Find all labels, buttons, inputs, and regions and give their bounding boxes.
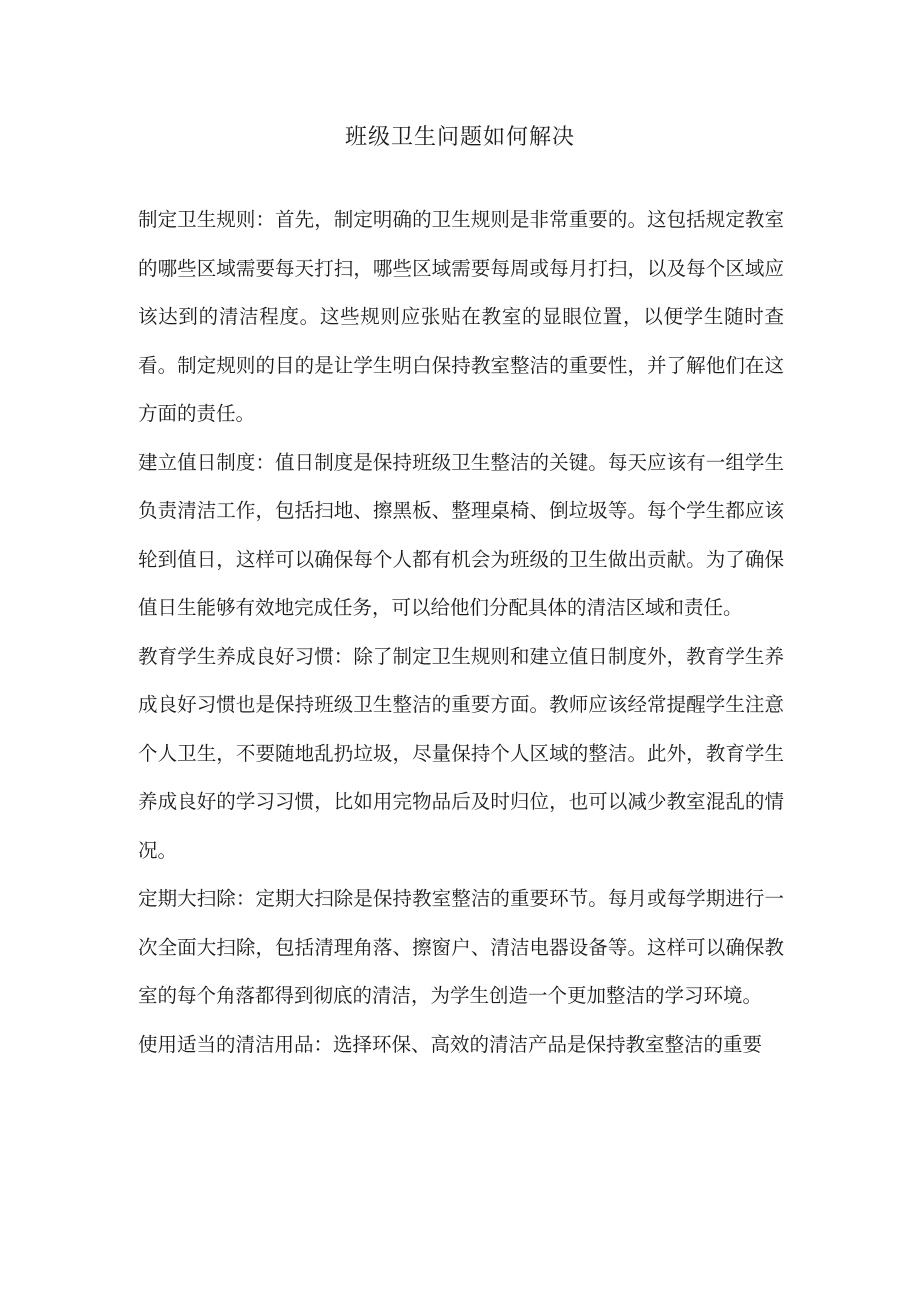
paragraph-deep-cleaning: 定期大扫除：定期大扫除是保持教室整洁的重要环节。每月或每学期进行一次全面大扫除，包括清理角落、擦窗户、清洁电器设备等。这样可以确保教室的每个角落都得到彻底的清洁，为学生创造一个更加整洁的学习环境。 [138,887,784,1007]
paragraph-good-habits: 教育学生养成良好习惯：除了制定卫生规则和建立值日制度外，教育学生养成良好习惯也是保持班级卫生整洁的重要方面。教师应该经常提醒学生注意个人卫生，不要随地乱扔垃圾，尽量保持个人区域的整洁。此外，教育学生养成良好的学习习惯，比如用完物品后及时归位，也可以减少教室混乱的情况。 [138,644,784,862]
document-body [138,196,784,1069]
paragraph-hygiene-rules: 制定卫生规则：首先，制定明确的卫生规则是非常重要的。这包括规定教室的哪些区域需要每天打扫，哪些区域需要每周或每月打扫，以及每个区域应该达到的清洁程度。这些规则应张贴在教室的显眼位置，以便学生随时查看。制定规则的目的是让学生明白保持教室整洁的重要性，并了解他们在这方面的责任。 [138,208,784,425]
paragraph-cleaning-supplies: 使用适当的清洁用品：选择环保、高效的清洁产品是保持教室整洁的重要 [138,1032,763,1056]
paragraph-duty-system: 建立值日制度：值日制度是保持班级卫生整洁的关键。每天应该有一组学生负责清洁工作，包括扫地、擦黑板、整理桌椅、倒垃圾等。每个学生都应该轮到值日，这样可以确保每个人都有机会为班级的卫生做出贡献。为了确保值日生能够有效地完成任务，可以给他们分配具体的清洁区域和责任。 [138,450,784,619]
document-title: 班级卫生问题如何解决 [344,125,575,150]
